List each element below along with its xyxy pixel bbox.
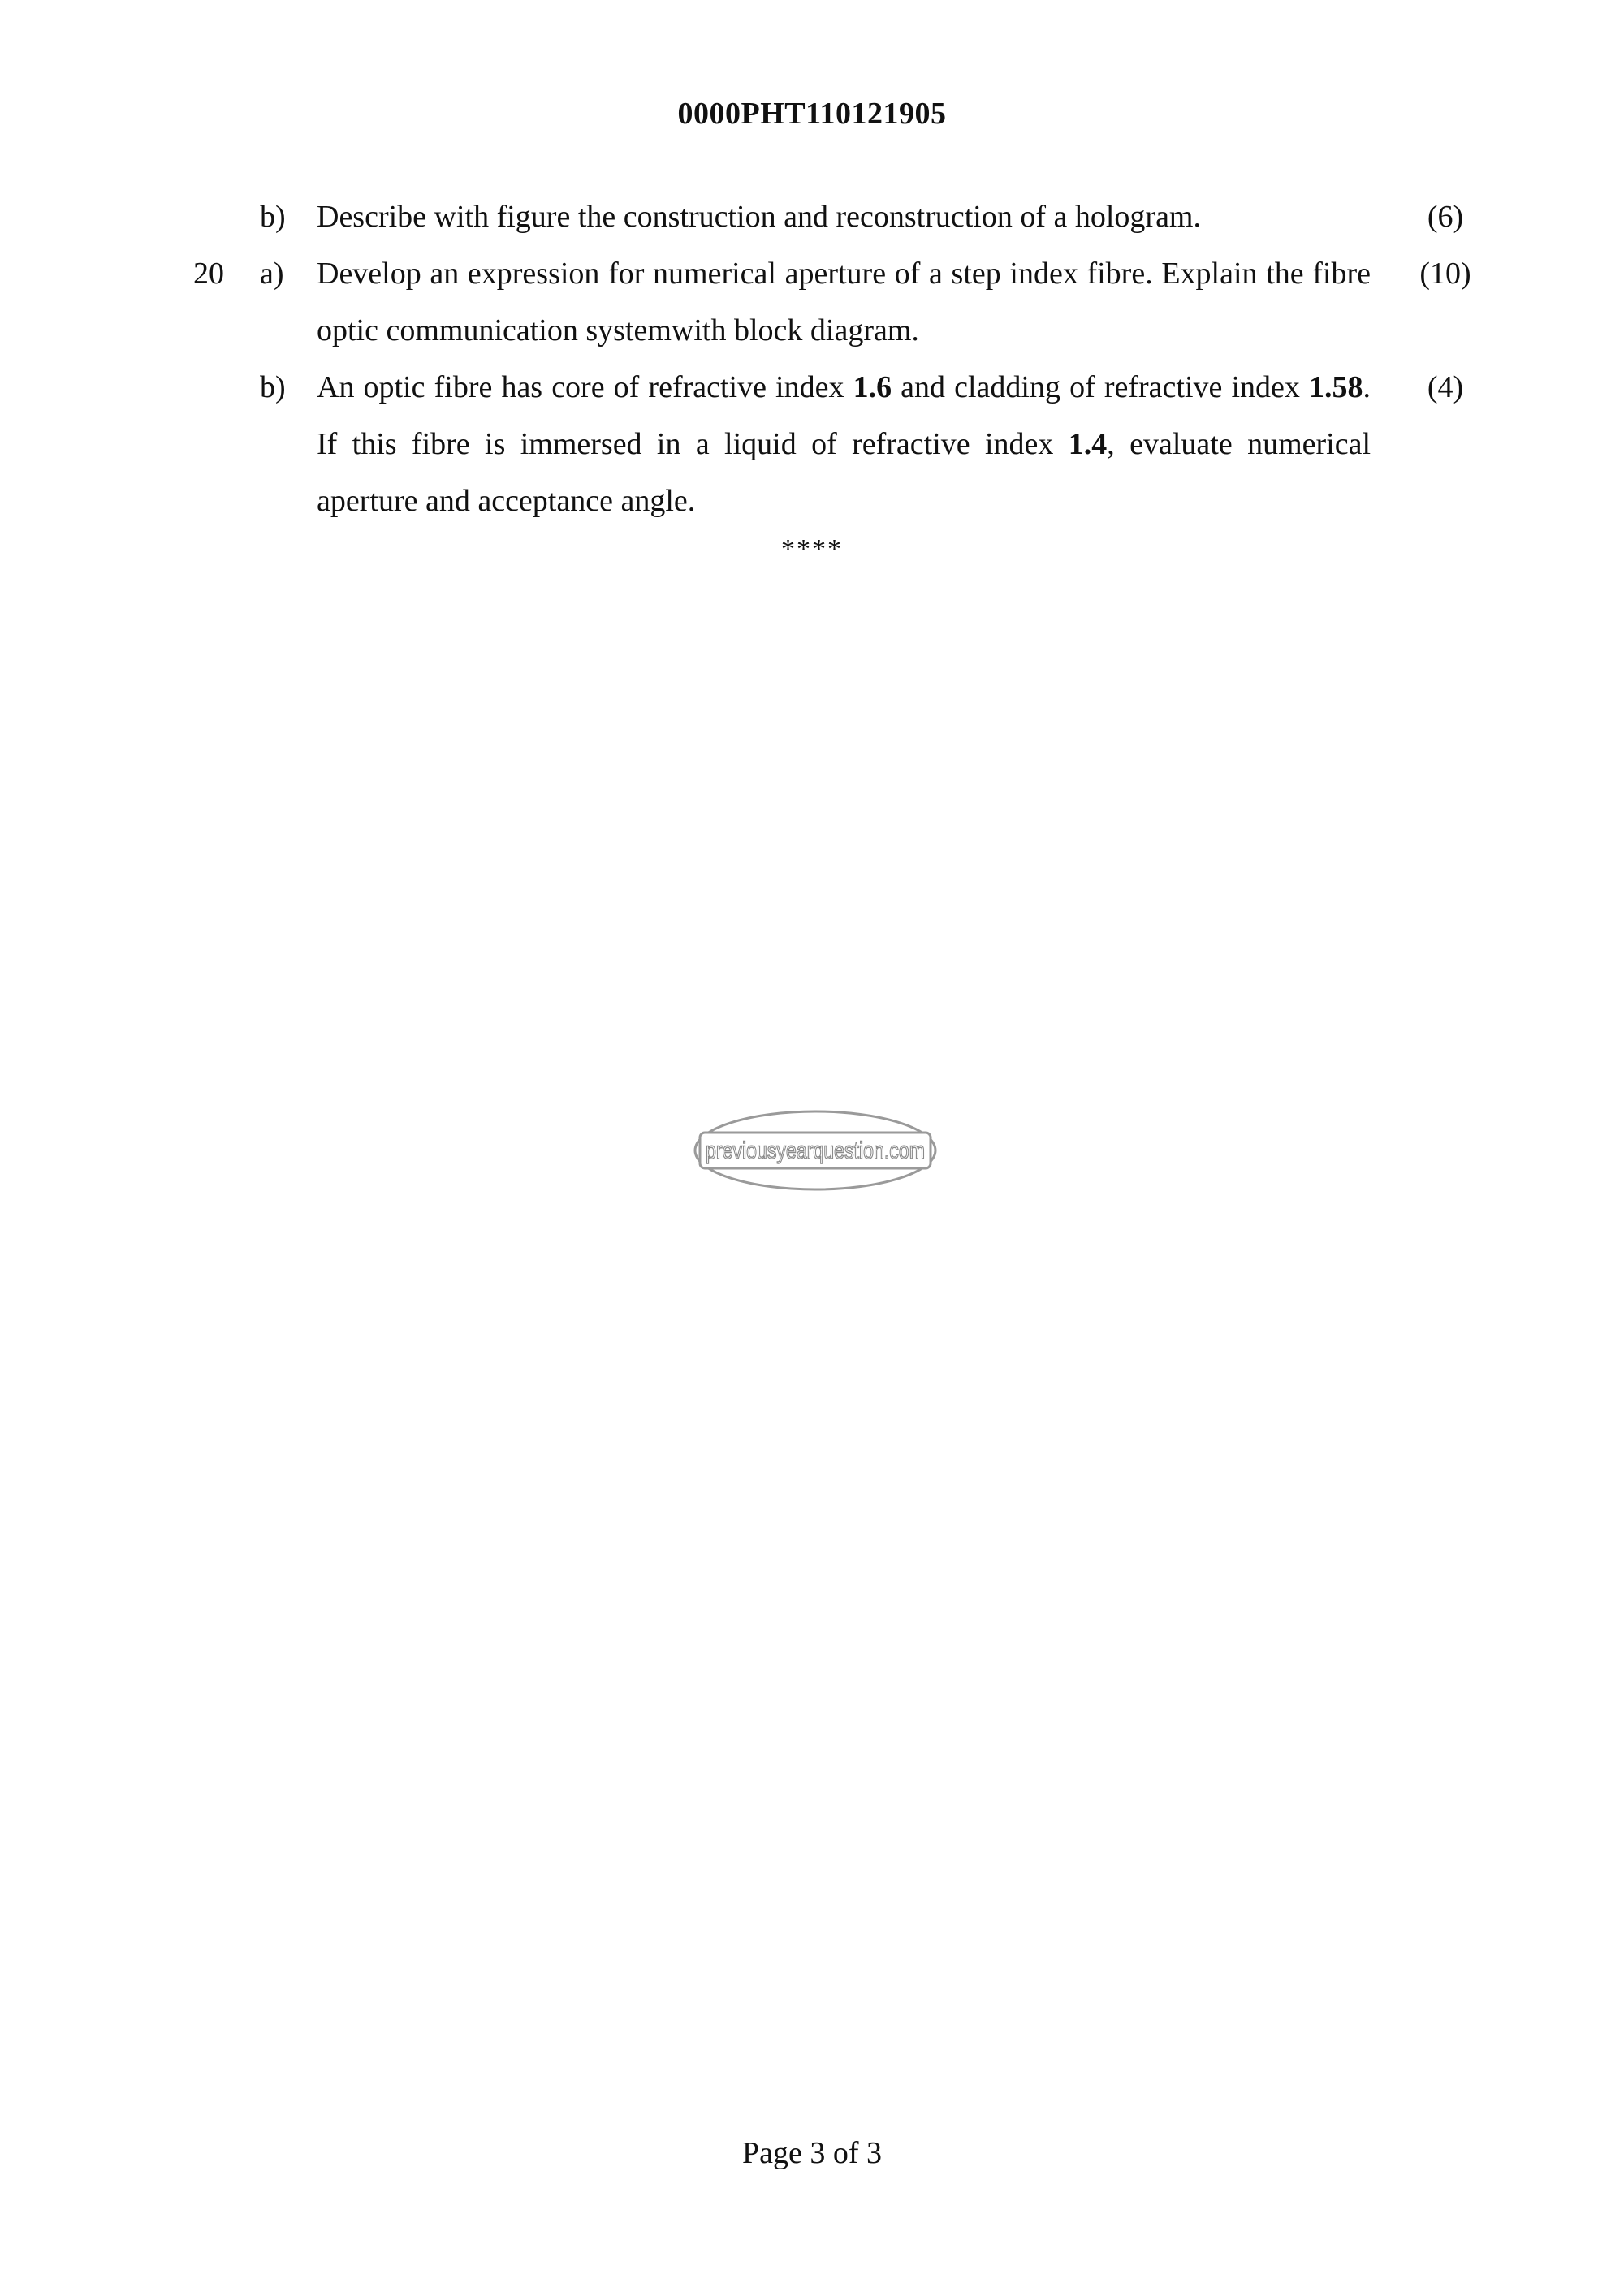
question-number: 20 <box>193 257 224 291</box>
question-part: b) <box>260 200 286 234</box>
question-text <box>317 359 1371 529</box>
question-marks: (10) <box>1419 257 1471 291</box>
question-marks: (4) <box>1427 370 1464 404</box>
text-segment: An optic fibre has core of refractive index <box>317 370 853 404</box>
text-segment: , evaluate numerical aperture and acceptance angle. <box>317 427 1371 518</box>
end-of-paper-mark: **** <box>781 534 843 564</box>
core-index-value: 1.6 <box>853 370 892 404</box>
text-segment: and cladding of refractive index <box>892 370 1309 404</box>
page-number: Page 3 of 3 <box>741 2136 883 2170</box>
question-text: Develop an expression for numerical aperture of a step index fibre. Explain the fibre optic communication systemwith block diagram. <box>317 257 1371 347</box>
question-marks: (6) <box>1427 200 1464 234</box>
watermark-text: previousyearquestion.com <box>706 1137 925 1164</box>
question-text: Describe with figure the construction and reconstruction of a hologram. <box>317 200 1201 234</box>
question-part: a) <box>260 257 284 291</box>
text-segment: . If this fibre is immersed in a liquid of refractive index <box>317 370 1371 461</box>
question-part: b) <box>260 370 286 404</box>
watermark-logo <box>692 1108 939 1193</box>
liquid-index-value: 1.4 <box>1068 427 1108 461</box>
cladding-index-value: 1.58 <box>1308 370 1363 404</box>
paper-code: 0000PHT110121905 <box>677 97 947 131</box>
